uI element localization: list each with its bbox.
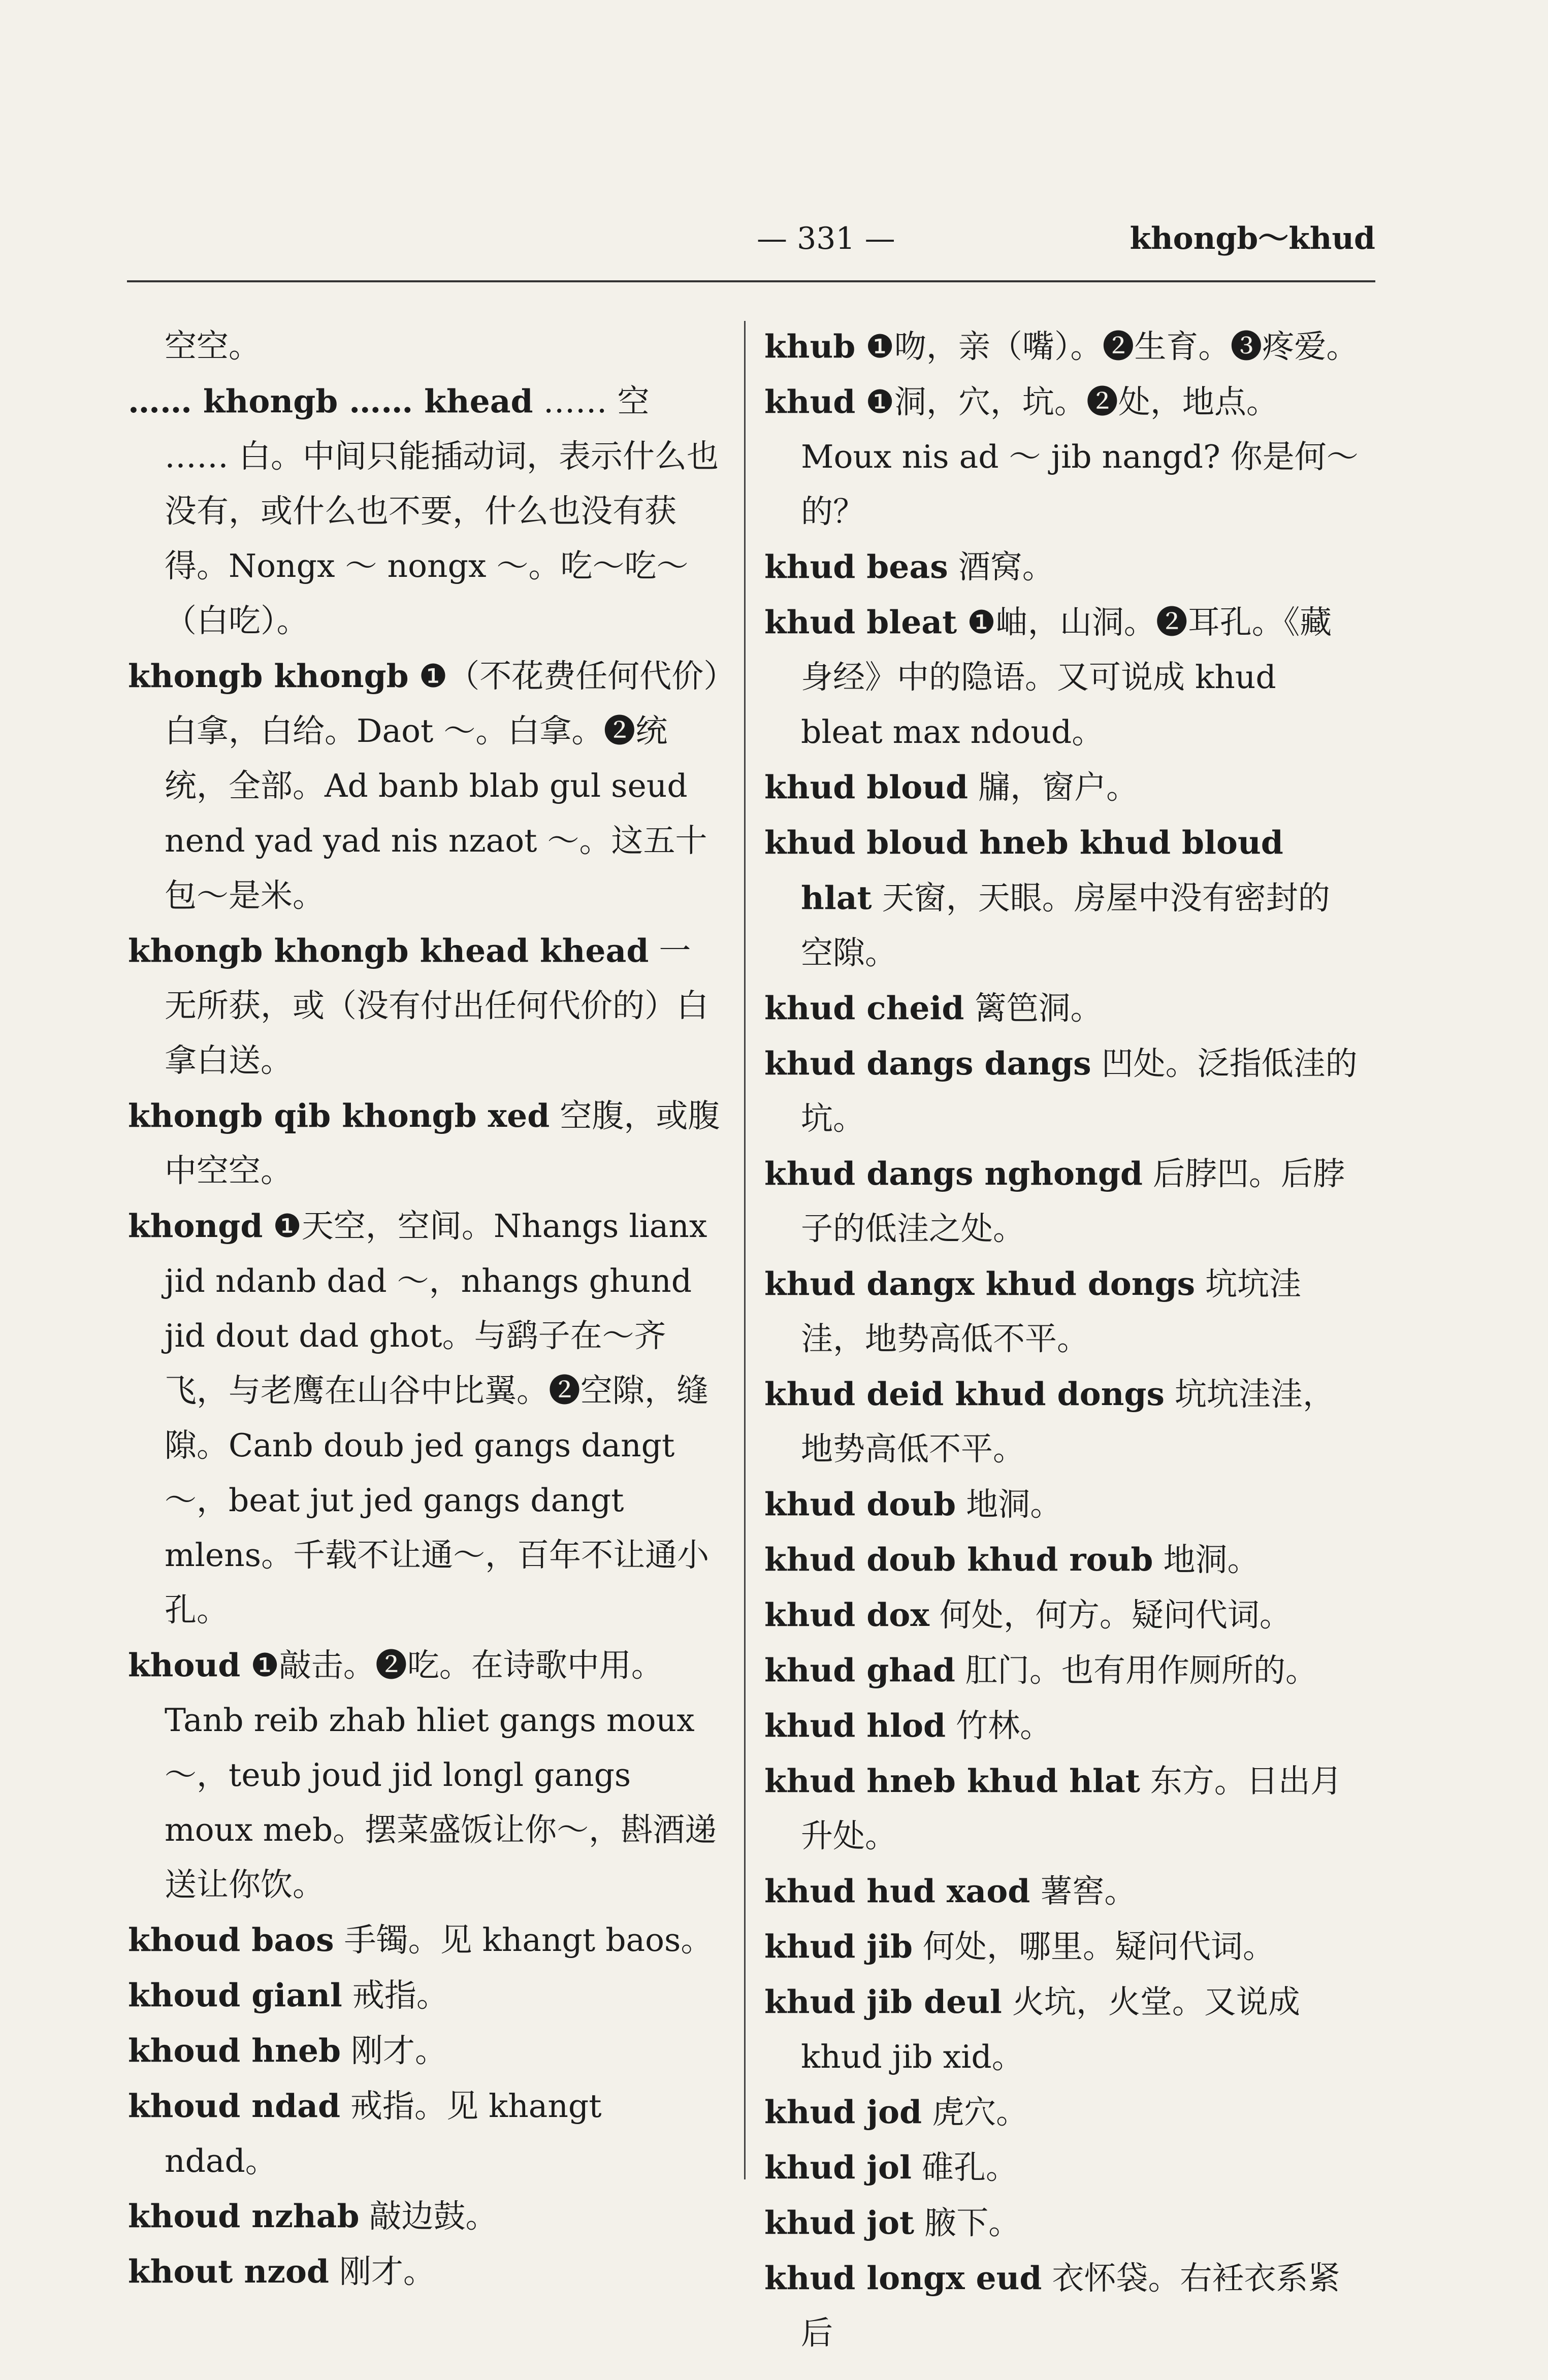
dictionary-entry <box>764 981 1359 1036</box>
header-rule <box>127 280 1375 282</box>
dictionary-entry <box>764 1643 1359 1698</box>
entry-headword: khud hud xaod <box>764 1872 1030 1910</box>
dictionary-entry <box>128 923 722 1088</box>
dictionary-entry <box>764 1864 1359 1919</box>
entry-definition: 竹林。 <box>946 1707 1052 1744</box>
entry-definition: 何处，哪里。疑问代词。 <box>913 1928 1275 1965</box>
column-divider <box>744 321 746 2179</box>
entry-definition: 坑坑洼洼，地势高低不平。 <box>801 1376 1335 1468</box>
entry-definition: ❶（不花费任何代价）白拿，白给。Daot ～。白拿。❷统统，全部。Ad banb blab gul seud nend yad yad nis nzaot ～。这五十包～是米。 <box>165 658 720 914</box>
entry-definition: 碓孔。 <box>912 2149 1018 2186</box>
entry-headword: khud bleat <box>764 603 957 641</box>
dictionary-entry <box>764 1974 1359 2084</box>
entry-headword: khongd <box>128 1207 263 1245</box>
entry-headword: khud deid khud dongs <box>764 1375 1165 1413</box>
entry-definition: 酒窝。 <box>948 548 1054 585</box>
dictionary-entry <box>764 1753 1359 1864</box>
entry-definition: 坑坑洼洼，地势高低不平。 <box>801 1265 1302 1357</box>
dictionary-entry <box>764 2195 1359 2251</box>
entry-headword: khud doub khud roub <box>764 1541 1153 1578</box>
entry-definition: 天窗，天眼。房屋中没有密封的空隙。 <box>801 879 1330 971</box>
entry-headword: khub <box>764 328 856 365</box>
entry-headword: khoud nzhab <box>128 2197 360 2235</box>
entry-definition: 东方。日出月升处。 <box>801 1763 1342 1854</box>
dictionary-entry <box>764 1919 1359 1974</box>
entry-headword: khud dangs dangs <box>764 1045 1091 1082</box>
entry-definition: 敲边鼓。 <box>359 2198 498 2235</box>
entry-definition: 腋下。 <box>914 2204 1021 2241</box>
entry-definition: 刚才。 <box>329 2253 435 2290</box>
entry-headword: khud ghad <box>764 1651 955 1689</box>
entry-headword: khoud ndad <box>128 2087 340 2125</box>
dictionary-entry <box>128 2023 722 2078</box>
dictionary-entry <box>128 319 722 374</box>
entry-headword: khoud <box>128 1646 241 1684</box>
right-column <box>764 319 1359 2361</box>
entry-headword: khud bloud <box>764 768 969 806</box>
entry-headword: khongb qib khongb xed <box>128 1097 550 1134</box>
entry-definition: ❶洞，穴，坑。❷处，地点。Moux nis ad ～ jib nangd? 你是何～的？ <box>801 383 1359 530</box>
dictionary-entry <box>128 2244 722 2299</box>
entry-headword: khud doub <box>764 1485 956 1523</box>
entry-headword: khud jot <box>764 2204 915 2241</box>
left-column <box>128 319 722 2299</box>
dictionary-entry <box>128 1912 722 1968</box>
entry-definition: ❶岫，山洞。❷耳孔。《藏身经》中的隐语。又可说成 khud bleat max ndoud。 <box>801 604 1332 751</box>
entry-definition: ❶吻，亲（嘴）。❷生育。❸疼爱。 <box>855 328 1359 365</box>
entry-definition: 手镯。见 khangt baos。 <box>334 1921 713 1959</box>
entry-headword: khud jib deul <box>764 1983 1002 2020</box>
dictionary-entry <box>764 815 1359 981</box>
entry-headword: khud longx eud <box>764 2259 1042 2297</box>
entry-headword: khud bloud hneb khud bloud hlat <box>764 824 1283 917</box>
entry-definition: 空腹，或腹中空空。 <box>165 1097 720 1189</box>
entry-definition: 空空。 <box>165 328 261 365</box>
entry-headword: khud jib <box>764 1928 913 1965</box>
page-number: — 331 — <box>757 221 895 256</box>
entry-headword: khud hlod <box>764 1707 946 1744</box>
entry-headword: khud cheid <box>764 989 964 1027</box>
entry-definition: 火坑，火堂。又说成 khud jib xid。 <box>801 1983 1300 2075</box>
dictionary-entry <box>128 648 722 923</box>
entry-headword: khud jol <box>764 2148 912 2186</box>
entry-definition: 虎穴。 <box>922 2094 1028 2131</box>
dictionary-entry <box>764 1587 1359 1643</box>
entry-definition: 戒指。见 khangt ndad。 <box>165 2088 602 2179</box>
entry-headword: khongb khongb <box>128 657 409 695</box>
entry-definition: 戒指。 <box>342 1977 448 2014</box>
entry-definition: 衣怀袋。右衽衣系紧后 <box>801 2260 1340 2352</box>
entry-headword: khud hneb khud hlat <box>764 1762 1140 1800</box>
entry-definition: 薯窖。 <box>1030 1873 1137 1910</box>
entry-headword: khoud baos <box>128 1921 334 1959</box>
entry-definition: 刚才。 <box>341 2032 447 2069</box>
dictionary-entry <box>764 374 1359 539</box>
dictionary-entry <box>128 1968 722 2023</box>
entry-headword: khud beas <box>764 548 948 585</box>
entry-headword: …… khongb …… khead <box>128 382 533 420</box>
dictionary-entry <box>128 2189 722 2244</box>
entry-headword: khud <box>764 383 856 420</box>
dictionary-entry <box>764 2084 1359 2140</box>
entry-definition: 地洞。 <box>1153 1541 1260 1578</box>
entry-definition: ❶天空，空间。Nhangs lianx jid ndanb dad ～，nhangs ghund jid dout dad ghot。与鹞子在～齐飞，与老鹰在山谷中比翼。❷空隙，缝隙。Canb doub jed gangs dangt ～，beat jut jed gangs dangt mlens。千载不让通～，百年不让通小孔。 <box>165 1208 710 1628</box>
dictionary-entry <box>764 1036 1359 1146</box>
entry-headword: khud dox <box>764 1596 929 1634</box>
entry-definition: …… 空 …… 白。中间只能插动词，表示什么也没有，或什么也不要，什么也没有获得。Nongx ～ nongx ～。吃～吃～（白吃）。 <box>165 383 719 639</box>
entry-headword: khoud gianl <box>128 1976 342 2014</box>
dictionary-entry <box>764 1477 1359 1532</box>
dictionary-entry <box>128 2078 722 2189</box>
dictionary-entry <box>764 2251 1359 2361</box>
dictionary-entry <box>128 1198 722 1638</box>
entry-definition: ❶敲击。❷吃。在诗歌中用。Tanb reib zhab hliet gangs moux ～，teub joud jid longl gangs moux meb。摆菜盛饭让你～，斟酒递送让你饮。 <box>165 1647 717 1903</box>
entry-definition: 篱笆洞。 <box>964 990 1103 1027</box>
entry-headword: khout nzod <box>128 2253 329 2290</box>
dictionary-entry <box>764 1256 1359 1366</box>
dictionary-entry <box>128 1638 722 1912</box>
entry-definition: 一无所获，或（没有付出任何代价的）白拿白送。 <box>165 932 708 1079</box>
dictionary-entry <box>764 2140 1359 2195</box>
page-header <box>127 218 1375 274</box>
dictionary-entry <box>764 539 1359 595</box>
entry-headword: khud dangx khud dongs <box>764 1265 1196 1302</box>
dictionary-entry <box>128 1088 722 1198</box>
dictionary-entry <box>764 1366 1359 1477</box>
entry-headword: khud jod <box>764 2093 922 2131</box>
entry-headword: khoud hneb <box>128 2032 341 2069</box>
entry-definition: 后脖凹。后脖子的低洼之处。 <box>801 1155 1345 1247</box>
entry-definition: 肛门。也有用作厕所的。 <box>955 1652 1318 1689</box>
dictionary-entry <box>128 374 722 648</box>
dictionary-entry <box>764 595 1359 760</box>
entry-definition: 凹处。泛指低洼的坑。 <box>801 1045 1358 1137</box>
entry-headword: khongb khongb khead khead <box>128 932 649 969</box>
entry-definition: 地洞。 <box>956 1486 1062 1523</box>
running-head: khongb～khud <box>1130 221 1375 256</box>
dictionary-entry <box>764 1698 1359 1753</box>
entry-headword: khud dangs nghongd <box>764 1155 1143 1192</box>
entry-definition: 牖，窗户。 <box>968 769 1139 806</box>
dictionary-entry <box>764 1146 1359 1256</box>
dictionary-entry <box>764 760 1359 815</box>
dictionary-entry <box>764 1532 1359 1587</box>
entry-definition: 何处，何方。疑问代词。 <box>929 1596 1292 1634</box>
dictionary-entry <box>764 319 1359 374</box>
